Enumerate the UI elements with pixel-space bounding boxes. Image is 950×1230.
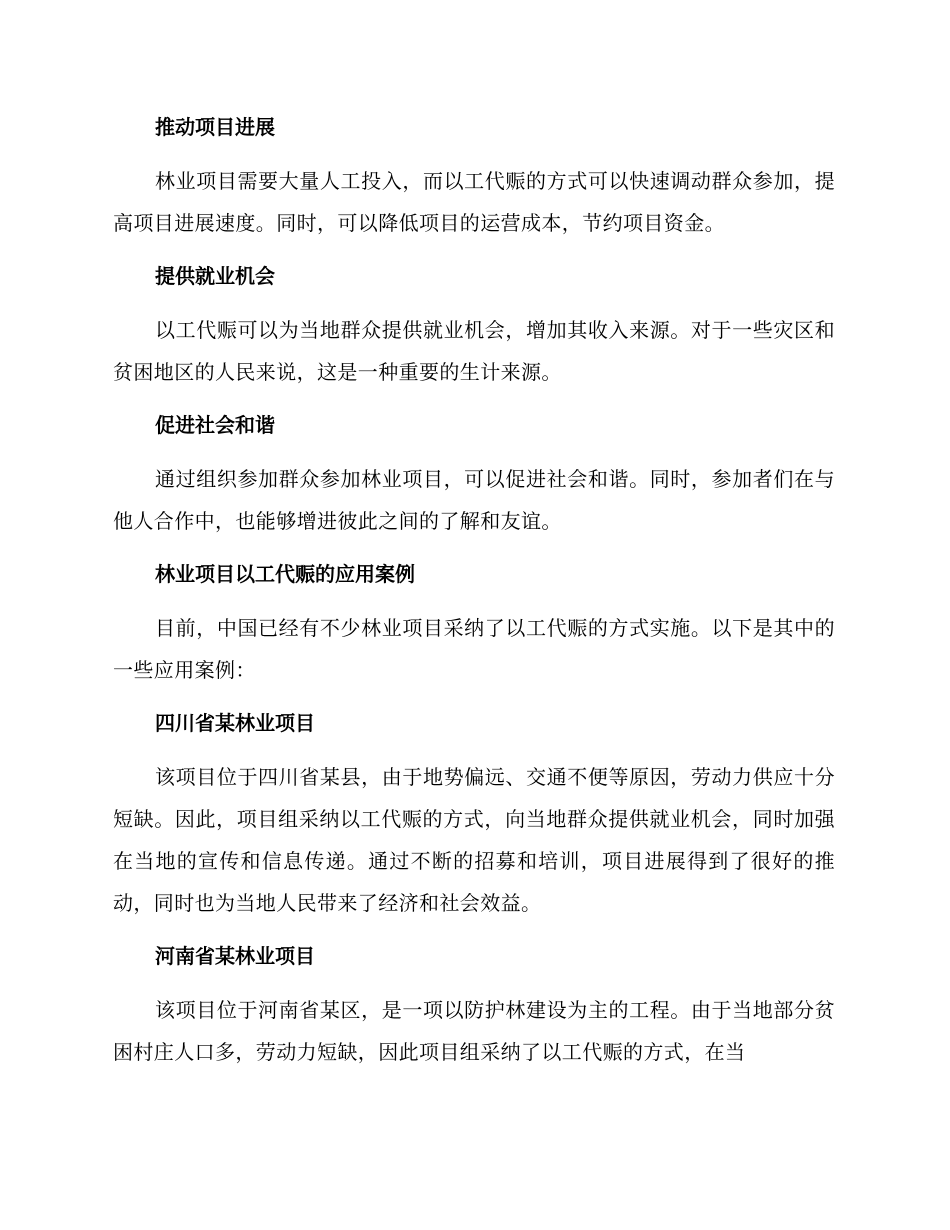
section-heading: 四川省某林业项目 (155, 711, 315, 735)
section-paragraph: 以工代赈可以为当地群众提供就业机会，增加其收入来源。对于一些灾区和贫困地区的人民来说，这是一种重要的生计来源。 (113, 318, 835, 384)
section-paragraph: 目前，中国已经有不少林业项目采纳了以工代赈的方式实施。以下是其中的一些应用案例： (113, 616, 835, 682)
section-paragraph: 该项目位于河南省某区，是一项以防护林建设为主的工程。由于当地部分贫困村庄人口多，劳动力短缺，因此项目组采纳了以工代赈的方式，在当 (113, 998, 835, 1064)
section-paragraph: 该项目位于四川省某县，由于地势偏远、交通不便等原因，劳动力供应十分短缺。因此，项目组采纳以工代赈的方式，向当地群众提供就业机会，同时加强在当地的宣传和信息传递。通过不断的招募和培训，项目进展得到了很好的推动，同时也为当地人民带来了经济和社会效益。 (113, 765, 835, 915)
section-paragraph: 林业项目需要大量人工投入，而以工代赈的方式可以快速调动群众参加，提高项目进展速度。同时，可以降低项目的运营成本，节约项目资金。 (113, 169, 835, 235)
section-paragraph: 通过组织参加群众参加林业项目，可以促进社会和谐。同时，参加者们在与他人合作中，也能够增进彼此之间的了解和友谊。 (113, 467, 835, 533)
section-heading: 推动项目进展 (155, 115, 275, 139)
section-heading: 提供就业机会 (155, 264, 275, 288)
document-body (113, 108, 835, 1073)
section-heading: 林业项目以工代赈的应用案例 (155, 562, 415, 586)
section-heading: 河南省某林业项目 (155, 944, 315, 968)
section-heading: 促进社会和谐 (155, 413, 275, 437)
